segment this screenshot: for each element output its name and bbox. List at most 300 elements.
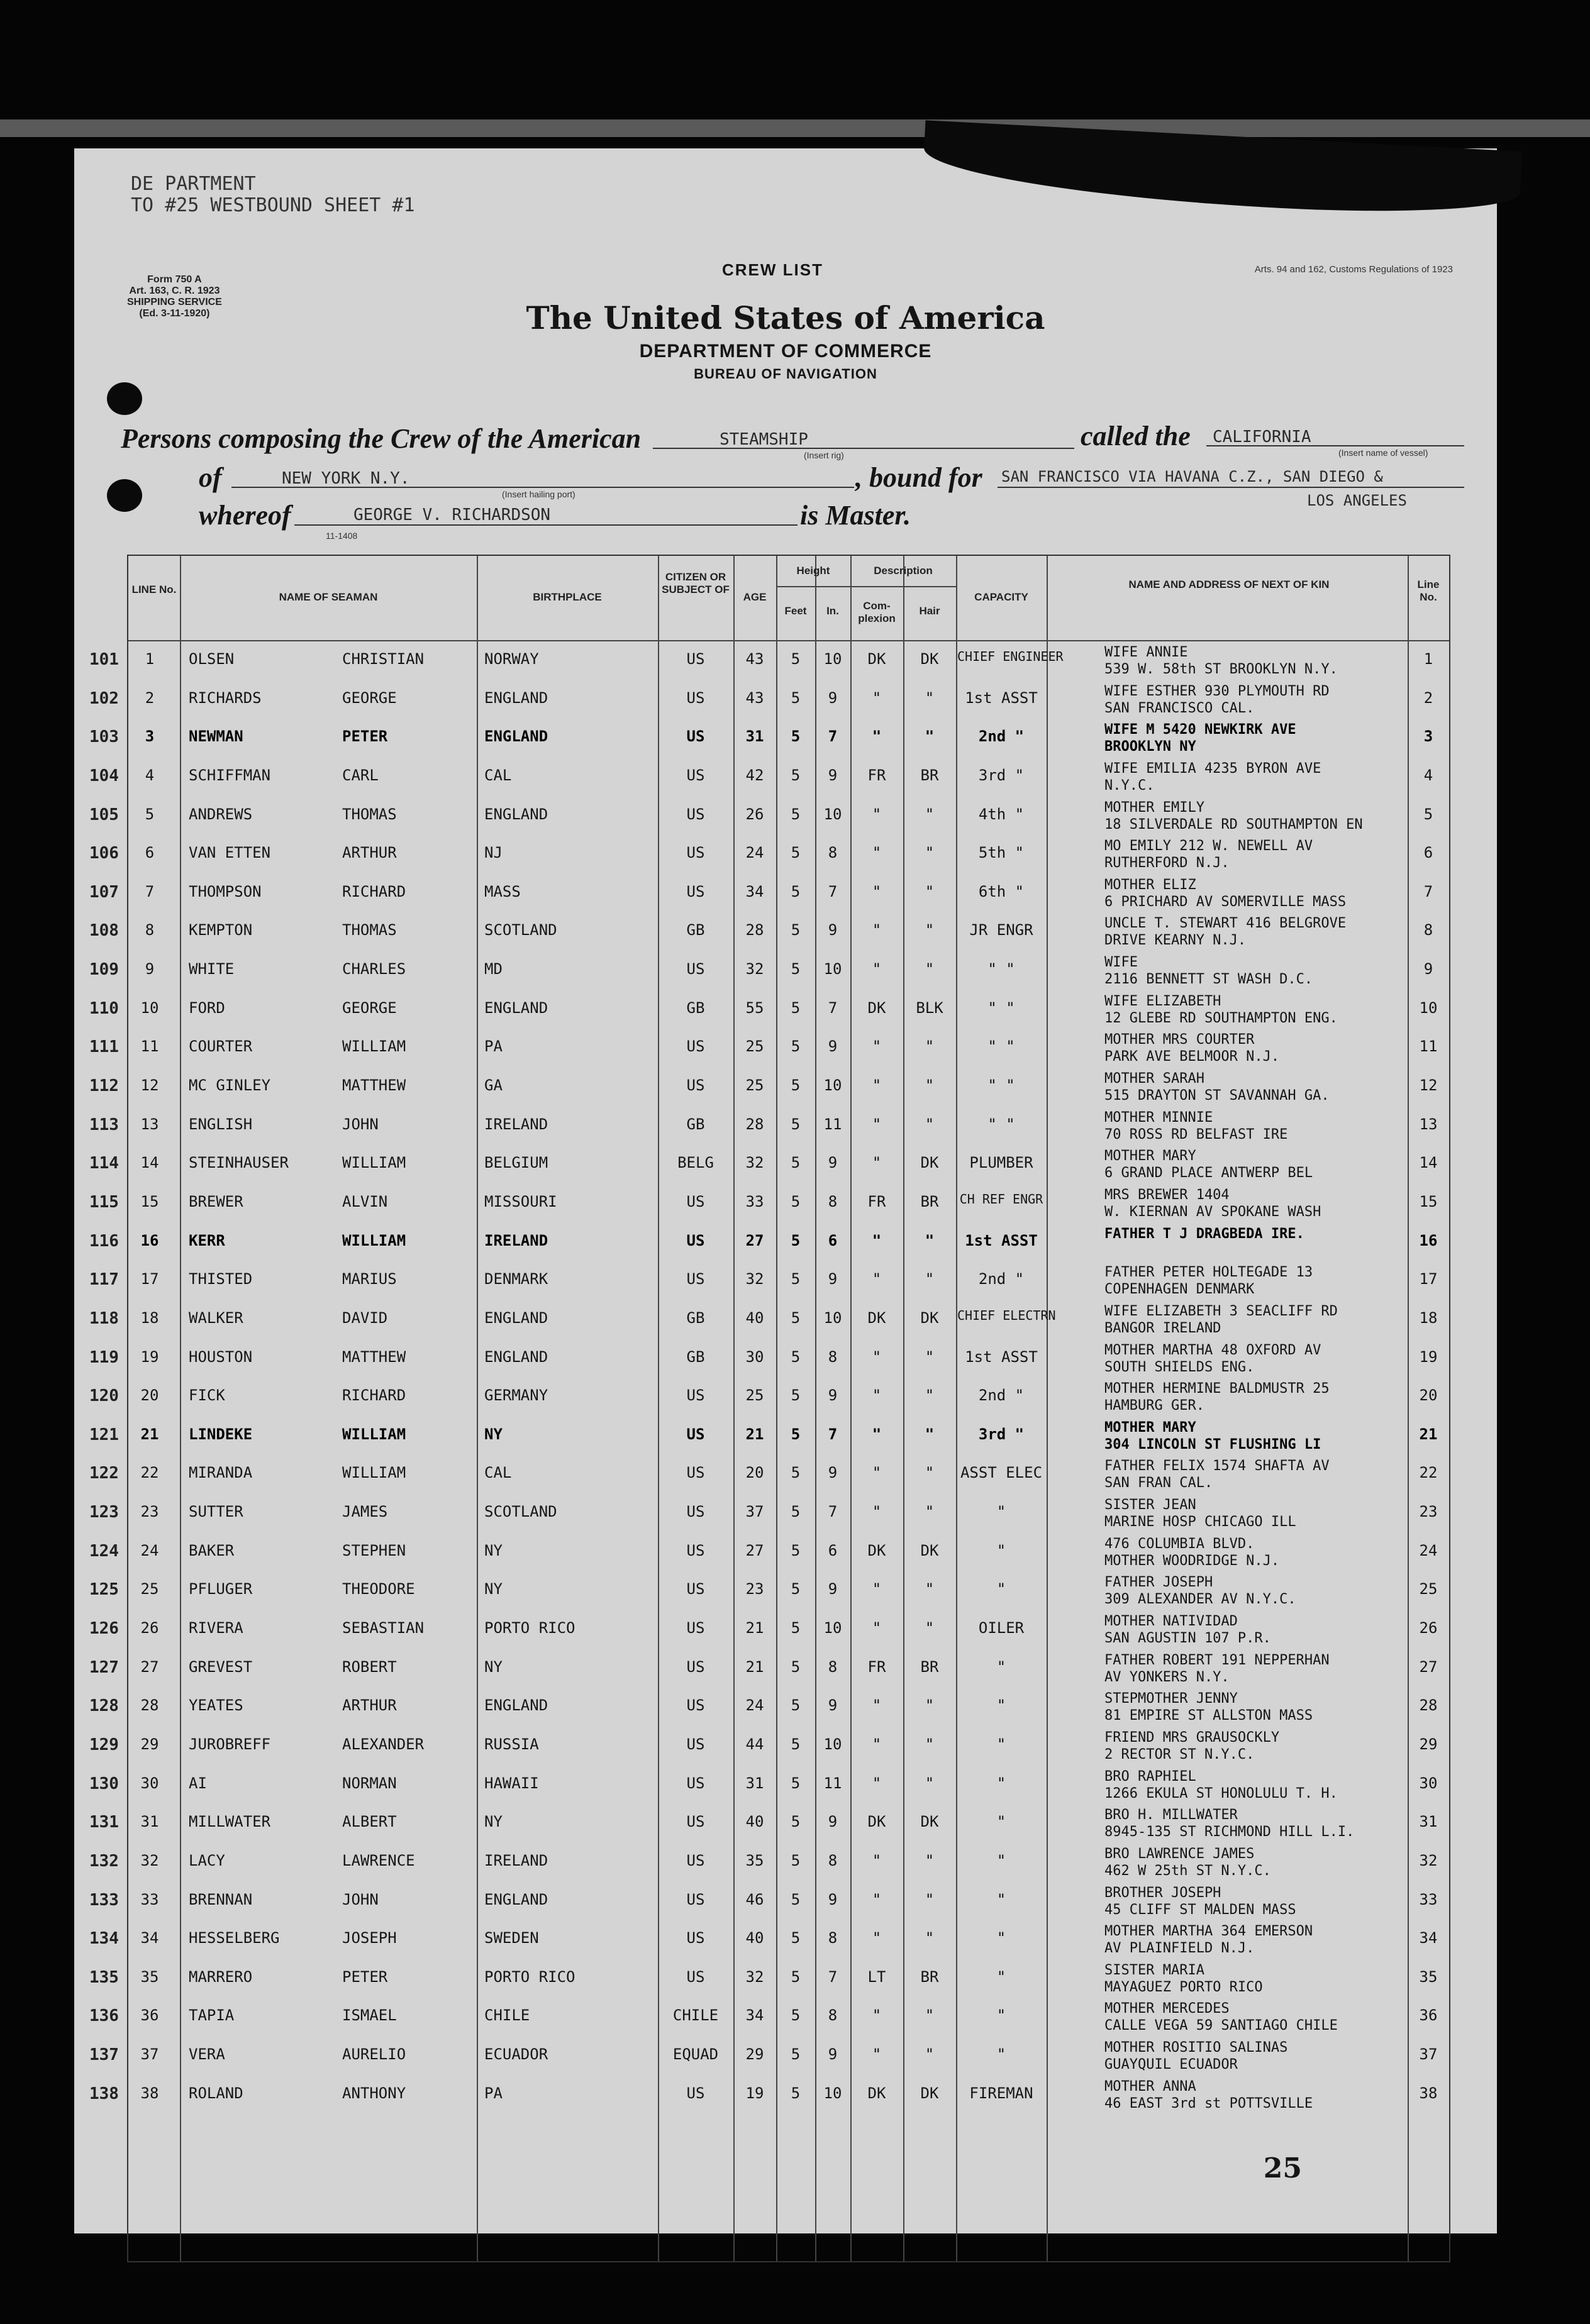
col-height: Height xyxy=(796,565,830,577)
cell-ft: 5 xyxy=(791,650,801,668)
cell-next-of-kin xyxy=(1104,1613,1411,1647)
cell-next-of-kin xyxy=(1104,1070,1411,1104)
cell-last: FORD xyxy=(189,999,225,1017)
kin-line-1: MOTHER ELIZ xyxy=(1104,877,1196,893)
col-birthplace: BIRTHPLACE xyxy=(533,591,602,603)
cell-last: LINDEKE xyxy=(189,1425,253,1443)
cell-cap: 2nd " xyxy=(978,1270,1025,1288)
cell-cap: PLUMBER xyxy=(969,1154,1033,1172)
cell-last: KEMPTON xyxy=(189,921,253,939)
cell-in: 10 xyxy=(823,805,842,823)
cell-birth: CHILE xyxy=(484,2006,530,2025)
cell-hr: " xyxy=(925,1464,935,1482)
kin-line-2: 539 W. 58th ST BROOKLYN N.Y. xyxy=(1104,661,1338,677)
cell-hr: " xyxy=(925,1890,935,1908)
kin-line-1: MOTHER MARY xyxy=(1104,1148,1196,1165)
cell-cit: US xyxy=(686,1270,705,1288)
cell-n: 29 xyxy=(140,1735,159,1753)
cell-hr: " xyxy=(925,2045,935,2064)
cell-birth: DENMARK xyxy=(484,1270,548,1288)
cell-cap: " xyxy=(996,1774,1006,1792)
margin-line-number: 102 xyxy=(89,689,119,708)
cell-n: 28 xyxy=(140,1696,159,1715)
cell-last: MIRANDA xyxy=(189,1464,253,1482)
cell-ft: 5 xyxy=(791,1386,801,1405)
cell-cap: 1st ASST xyxy=(965,689,1038,707)
kin-line-2: CALLE VEGA 59 SANTIAGO CHILE xyxy=(1104,2018,1338,2034)
cell-age: 31 xyxy=(745,1774,764,1792)
cell-cx: " xyxy=(872,689,882,707)
cell-cap: " " xyxy=(987,1076,1015,1095)
cell-next-of-kin xyxy=(1104,1419,1411,1453)
cell-first: JOSEPH xyxy=(342,1929,397,1947)
margin-line-number: 127 xyxy=(89,1657,119,1677)
cell-hr: " xyxy=(925,1735,935,1753)
cell-cap: CHIEF ELECTRN xyxy=(957,1307,1056,1323)
cell-cit: US xyxy=(686,882,705,900)
cell-birth: PORTO RICO xyxy=(484,1967,575,1986)
kin-line-2: COPENHAGEN DENMARK xyxy=(1104,1281,1255,1298)
kin-line-1: MRS BREWER 1404 xyxy=(1104,1187,1230,1203)
table-row xyxy=(89,1184,1449,1223)
margin-line-number: 111 xyxy=(89,1038,119,1057)
cell-hr: DK xyxy=(920,1154,939,1172)
kin-line-1: BRO RAPHIEL xyxy=(1104,1768,1196,1784)
cell-cap: CH REF ENGR xyxy=(959,1191,1043,1207)
cell-n: 15 xyxy=(140,1192,159,1210)
cell-cit: US xyxy=(686,1657,705,1676)
cell-cit: US xyxy=(686,1890,705,1908)
cell-first: GEORGE xyxy=(342,999,397,1017)
cell-in: 9 xyxy=(828,1696,838,1715)
cell-cap: FIREMAN xyxy=(969,2084,1033,2102)
table-row xyxy=(89,1688,1449,1727)
cell-in: 6 xyxy=(828,1231,838,1249)
cell-cit: US xyxy=(686,805,705,823)
cell-next-of-kin xyxy=(1104,1109,1411,1143)
cell-birth: PA xyxy=(484,1038,503,1056)
kin-line-1: MOTHER MARTHA 364 EMERSON xyxy=(1104,1923,1313,1940)
cell-hr: " xyxy=(925,1619,935,1637)
cell-cap: " xyxy=(996,1503,1006,1521)
cell-last: BREWER xyxy=(189,1192,243,1210)
cell-ft: 5 xyxy=(791,1231,801,1249)
cell-birth: BELGIUM xyxy=(484,1154,548,1172)
col-next-of-kin: NAME AND ADDRESS OF NEXT OF KIN xyxy=(1128,578,1330,590)
cell-cx: " xyxy=(872,1464,882,1482)
cell-last: OLSEN xyxy=(189,650,235,668)
cell-cit: US xyxy=(686,1813,705,1831)
cell-ft: 5 xyxy=(791,2084,801,2102)
cell-cx: " xyxy=(872,960,882,978)
table-row xyxy=(89,1107,1449,1146)
cell-age: 37 xyxy=(745,1503,764,1521)
col-line-no: LINE No. xyxy=(131,584,177,595)
margin-line-number: 119 xyxy=(89,1347,119,1367)
kin-line-2: HAMBURG GER. xyxy=(1104,1398,1204,1414)
cell-ft: 5 xyxy=(791,1696,801,1715)
cell-age: 44 xyxy=(745,1735,764,1753)
cell-line-no-right: 25 xyxy=(1419,1580,1438,1598)
cell-first: CHARLES xyxy=(342,960,406,978)
cell-first: ARTHUR xyxy=(342,1696,397,1715)
cell-birth: NY xyxy=(484,1580,503,1598)
master-line xyxy=(294,524,798,526)
cell-birth: MISSOURI xyxy=(484,1192,557,1210)
cell-first: ALVIN xyxy=(342,1192,388,1210)
cell-birth: ENGLAND xyxy=(484,1309,548,1327)
cell-in: 10 xyxy=(823,1309,842,1327)
cell-n: 25 xyxy=(140,1580,159,1598)
cell-cit: EQUAD xyxy=(672,2045,719,2064)
cell-last: SUTTER xyxy=(189,1503,243,1521)
kin-line-1: WIFE EMILIA 4235 BYRON AVE xyxy=(1104,760,1321,777)
cell-last: RIVERA xyxy=(189,1619,243,1637)
cell-cap: 3rd " xyxy=(978,766,1025,784)
cell-line-no-right: 7 xyxy=(1423,882,1433,900)
col-name: NAME OF SEAMAN xyxy=(279,591,378,603)
cell-age: 46 xyxy=(745,1890,764,1908)
cell-last: PFLUGER xyxy=(189,1580,253,1598)
cell-birth: NY xyxy=(484,1425,503,1443)
table-row xyxy=(89,1068,1449,1107)
cell-cit: US xyxy=(686,766,705,784)
cell-cx: " xyxy=(872,1115,882,1133)
col-age: AGE xyxy=(743,591,767,603)
cell-in: 10 xyxy=(823,960,842,978)
cell-ft: 5 xyxy=(791,1735,801,1753)
cell-last: AI xyxy=(189,1774,207,1792)
cell-first: ROBERT xyxy=(342,1657,397,1676)
cell-cx: " xyxy=(872,1890,882,1908)
cell-next-of-kin xyxy=(1104,1264,1411,1298)
cell-hr: BR xyxy=(920,1967,939,1986)
cell-hr: " xyxy=(925,1076,935,1095)
cell-n: 23 xyxy=(140,1503,159,1521)
table-row xyxy=(89,1455,1449,1494)
cell-last: GREVEST xyxy=(189,1657,253,1676)
cell-first: ISMAEL xyxy=(342,2006,397,2025)
kin-line-1: WIFE M 5420 NEWKIRK AVE xyxy=(1104,722,1296,738)
cell-cap: 1st ASST xyxy=(965,1231,1038,1249)
margin-line-number: 126 xyxy=(89,1619,119,1639)
cell-line-no-right: 36 xyxy=(1419,2006,1438,2025)
cell-first: MARIUS xyxy=(342,1270,397,1288)
cell-ft: 5 xyxy=(791,1347,801,1366)
cell-in: 10 xyxy=(823,1735,842,1753)
cell-ft: 5 xyxy=(791,728,801,746)
kin-line-1: UNCLE T. STEWART 416 BELGROVE xyxy=(1104,916,1347,932)
cell-ft: 5 xyxy=(791,805,801,823)
table-row xyxy=(89,1145,1449,1184)
table-row xyxy=(89,1300,1449,1339)
cell-n: 19 xyxy=(140,1347,159,1366)
cell-birth: MD xyxy=(484,960,503,978)
department-stamp: DE PARTMENT TO #25 WESTBOUND SHEET #1 xyxy=(131,173,415,216)
cell-last: VAN ETTEN xyxy=(189,844,271,862)
cell-cx: LT xyxy=(867,1967,886,1986)
called-label: called the xyxy=(1081,421,1191,451)
is-master-label: is Master. xyxy=(800,500,911,531)
cell-age: 19 xyxy=(745,2084,764,2102)
cell-last: HOUSTON xyxy=(189,1347,253,1366)
cell-cit: US xyxy=(686,1967,705,1986)
cell-line-no-right: 31 xyxy=(1419,1813,1438,1831)
cell-n: 17 xyxy=(140,1270,159,1288)
kin-line-2: N.Y.C. xyxy=(1104,777,1155,794)
cell-first: WILLIAM xyxy=(342,1464,406,1482)
cell-next-of-kin xyxy=(1104,1226,1411,1242)
cell-last: MARRERO xyxy=(189,1967,253,1986)
margin-line-number: 122 xyxy=(89,1464,119,1483)
kin-line-2: 304 LINCOLN ST FLUSHING LI xyxy=(1104,1436,1321,1452)
department-name: DEPARTMENT OF COMMERCE xyxy=(639,341,932,362)
cell-age: 31 xyxy=(745,728,764,746)
cell-ft: 5 xyxy=(791,1076,801,1095)
cell-cap: 3rd " xyxy=(978,1425,1025,1443)
cell-ft: 5 xyxy=(791,921,801,939)
cell-n: 36 xyxy=(140,2006,159,2025)
cell-n: 9 xyxy=(145,960,155,978)
cell-n: 6 xyxy=(145,844,155,862)
cell-next-of-kin xyxy=(1104,993,1411,1027)
cell-first: WILLIAM xyxy=(342,1425,406,1443)
cell-last: THISTED xyxy=(189,1270,253,1288)
cell-ft: 5 xyxy=(791,1425,801,1443)
cell-cx: " xyxy=(872,1774,882,1792)
table-row xyxy=(89,719,1449,758)
cell-last: WHITE xyxy=(189,960,235,978)
cell-first: WILLIAM xyxy=(342,1038,406,1056)
cell-cx: " xyxy=(872,1929,882,1947)
cell-n: 21 xyxy=(140,1425,159,1443)
cell-n: 26 xyxy=(140,1619,159,1637)
cell-next-of-kin xyxy=(1104,1923,1411,1957)
margin-line-number: 133 xyxy=(89,1890,119,1910)
cell-birth: RUSSIA xyxy=(484,1735,539,1753)
margin-line-number: 113 xyxy=(89,1115,119,1134)
cell-in: 9 xyxy=(828,1580,838,1598)
cell-first: JOHN xyxy=(342,1115,379,1133)
bureau-name: BUREAU OF NAVIGATION xyxy=(694,366,877,382)
cell-ft: 5 xyxy=(791,1038,801,1056)
cell-cap: ASST ELEC xyxy=(960,1464,1043,1482)
table-row xyxy=(89,1649,1449,1688)
cell-n: 20 xyxy=(140,1386,159,1405)
cell-line-no-right: 9 xyxy=(1423,960,1433,978)
table-row xyxy=(89,835,1449,874)
cell-last: NEWMAN xyxy=(189,728,243,746)
cell-birth: ENGLAND xyxy=(484,805,548,823)
cell-cap: " xyxy=(996,2006,1006,2025)
cell-first: MATTHEW xyxy=(342,1076,406,1095)
cell-cx: " xyxy=(872,1386,882,1405)
table-row xyxy=(89,1920,1449,1959)
cell-cap: " xyxy=(996,1580,1006,1598)
cell-line-no-right: 10 xyxy=(1419,999,1438,1017)
cell-n: 8 xyxy=(145,921,155,939)
cell-ft: 5 xyxy=(791,1774,801,1792)
kin-line-2: PARK AVE BELMOOR N.J. xyxy=(1104,1049,1280,1065)
cell-ft: 5 xyxy=(791,2045,801,2064)
cell-ft: 5 xyxy=(791,1967,801,1986)
margin-line-number: 118 xyxy=(89,1309,119,1328)
cell-next-of-kin xyxy=(1104,1497,1411,1530)
cell-n: 34 xyxy=(140,1929,159,1947)
cell-hr: " xyxy=(925,1115,935,1133)
cell-ft: 5 xyxy=(791,1580,801,1598)
cell-birth: IRELAND xyxy=(484,1115,548,1133)
cell-cx: " xyxy=(872,728,882,746)
margin-line-number: 103 xyxy=(89,728,119,747)
cell-next-of-kin xyxy=(1104,1962,1411,1996)
cell-cit: US xyxy=(686,1231,705,1249)
kin-line-1: WIFE xyxy=(1104,954,1138,971)
cell-ft: 5 xyxy=(791,1192,801,1210)
cell-next-of-kin xyxy=(1104,1458,1411,1491)
cell-hr: DK xyxy=(920,1541,939,1559)
cell-ft: 5 xyxy=(791,882,801,900)
kin-line-2: 8945-135 ST RICHMOND HILL L.I. xyxy=(1104,1824,1355,1840)
cell-hr: " xyxy=(925,1929,935,1947)
cell-in: 9 xyxy=(828,1464,838,1482)
kin-line-1: WIFE ANNIE xyxy=(1104,645,1188,660)
kin-line-2: 45 CLIFF ST MALDEN MASS xyxy=(1104,1901,1296,1918)
cell-line-no-right: 14 xyxy=(1419,1154,1438,1172)
cell-cap: " xyxy=(996,1696,1006,1715)
cell-in: 8 xyxy=(828,1657,838,1676)
cell-last: MC GINLEY xyxy=(189,1076,271,1095)
cell-cx: " xyxy=(872,1696,882,1715)
punch-hole xyxy=(107,382,142,415)
cell-hr: " xyxy=(925,1580,935,1598)
cell-line-no-right: 38 xyxy=(1419,2084,1438,2102)
cell-cx: " xyxy=(872,805,882,823)
cell-last: ENGLISH xyxy=(189,1115,253,1133)
cell-age: 43 xyxy=(745,689,764,707)
cell-cit: US xyxy=(686,1774,705,1792)
cell-cit: US xyxy=(686,728,705,746)
kin-line-1: MOTHER MRS COURTER xyxy=(1104,1032,1255,1048)
kin-line-2: 2 RECTOR ST N.Y.C. xyxy=(1104,1746,1255,1762)
cell-line-no-right: 17 xyxy=(1419,1270,1438,1288)
kin-line-1: MOTHER NATIVIDAD xyxy=(1104,1613,1238,1630)
cell-last: BRENNAN xyxy=(189,1890,253,1908)
table-row xyxy=(89,874,1449,913)
cell-birth: NJ xyxy=(484,844,503,862)
cell-ft: 5 xyxy=(791,844,801,862)
cell-hr: " xyxy=(925,1347,935,1366)
cell-next-of-kin xyxy=(1104,721,1411,755)
cell-cx: " xyxy=(872,1231,882,1249)
cell-first: JAMES xyxy=(342,1503,388,1521)
cell-line-no-right: 19 xyxy=(1419,1347,1438,1366)
cell-first: LAWRENCE xyxy=(342,1851,415,1869)
cell-in: 6 xyxy=(828,1541,838,1559)
cell-in: 9 xyxy=(828,1038,838,1056)
rig-caption: (Insert rig) xyxy=(804,450,844,460)
cell-cap: " " xyxy=(987,960,1015,978)
cell-next-of-kin xyxy=(1104,2078,1411,2112)
cell-cit: US xyxy=(686,1696,705,1715)
cell-cit: US xyxy=(686,1192,705,1210)
cell-line-no-right: 29 xyxy=(1419,1735,1438,1753)
cell-hr: " xyxy=(925,960,935,978)
cell-age: 29 xyxy=(745,2045,764,2064)
cell-in: 11 xyxy=(823,1115,842,1133)
master-name: GEORGE V. RICHARDSON xyxy=(353,506,551,524)
cell-cap: 4th " xyxy=(978,805,1025,823)
cell-cap: " xyxy=(996,1929,1006,1947)
margin-line-number: 136 xyxy=(89,2006,119,2026)
kin-line-2: 309 ALEXANDER AV N.Y.C. xyxy=(1104,1591,1296,1608)
cell-next-of-kin xyxy=(1104,760,1411,794)
cell-in: 9 xyxy=(828,2045,838,2064)
table-row xyxy=(89,1261,1449,1300)
cell-first: MATTHEW xyxy=(342,1347,406,1366)
cell-next-of-kin xyxy=(1104,1690,1411,1724)
of-label: of xyxy=(199,462,222,493)
cell-last: YEATES xyxy=(189,1696,243,1715)
cell-age: 26 xyxy=(745,805,764,823)
cell-n: 4 xyxy=(145,766,155,784)
cell-age: 42 xyxy=(745,766,764,784)
cell-cap: " xyxy=(996,1735,1006,1753)
table-row xyxy=(89,680,1449,719)
margin-line-number: 101 xyxy=(89,650,119,669)
cell-birth: ENGLAND xyxy=(484,1696,548,1715)
cell-in: 8 xyxy=(828,1347,838,1366)
cell-last: ANDREWS xyxy=(189,805,253,823)
margin-line-number: 125 xyxy=(89,1580,119,1600)
col-inches: In. xyxy=(826,605,839,617)
cell-cap: " xyxy=(996,1541,1006,1559)
cell-cx: " xyxy=(872,1851,882,1869)
cell-last: BAKER xyxy=(189,1541,235,1559)
cell-age: 27 xyxy=(745,1541,764,1559)
cell-age: 24 xyxy=(745,844,764,862)
table-row xyxy=(89,1727,1449,1766)
cell-in: 10 xyxy=(823,1619,842,1637)
cell-cx: " xyxy=(872,1038,882,1056)
cell-age: 25 xyxy=(745,1386,764,1405)
cell-birth: CAL xyxy=(484,1464,512,1482)
cell-cit: US xyxy=(686,1386,705,1405)
cell-hr: " xyxy=(925,1231,935,1249)
margin-line-number: 104 xyxy=(89,766,119,785)
cell-first: DAVID xyxy=(342,1309,388,1327)
home-port: NEW YORK N.Y. xyxy=(282,469,410,488)
kin-line-2: SAN FRAN CAL. xyxy=(1104,1475,1213,1491)
cell-last: COURTER xyxy=(189,1038,253,1056)
kin-line-1: BROTHER JOSEPH xyxy=(1104,1884,1221,1901)
cell-cx: " xyxy=(872,1580,882,1598)
cell-cit: US xyxy=(686,1619,705,1637)
cell-hr: DK xyxy=(920,650,939,668)
form-number: 11-1408 xyxy=(326,531,358,541)
margin-line-number: 121 xyxy=(89,1425,119,1444)
port-caption: (Insert hailing port) xyxy=(502,489,575,499)
cell-cap: " xyxy=(996,1890,1006,1908)
cell-line-no-right: 20 xyxy=(1419,1386,1438,1405)
cell-cap: 2nd " xyxy=(978,728,1025,746)
cell-next-of-kin xyxy=(1104,1845,1411,1879)
cell-cit: BELG xyxy=(677,1154,714,1172)
cell-last: FICK xyxy=(189,1386,225,1405)
table-row xyxy=(89,1378,1449,1417)
cell-age: 28 xyxy=(745,921,764,939)
cell-line-no-right: 1 xyxy=(1423,650,1433,668)
